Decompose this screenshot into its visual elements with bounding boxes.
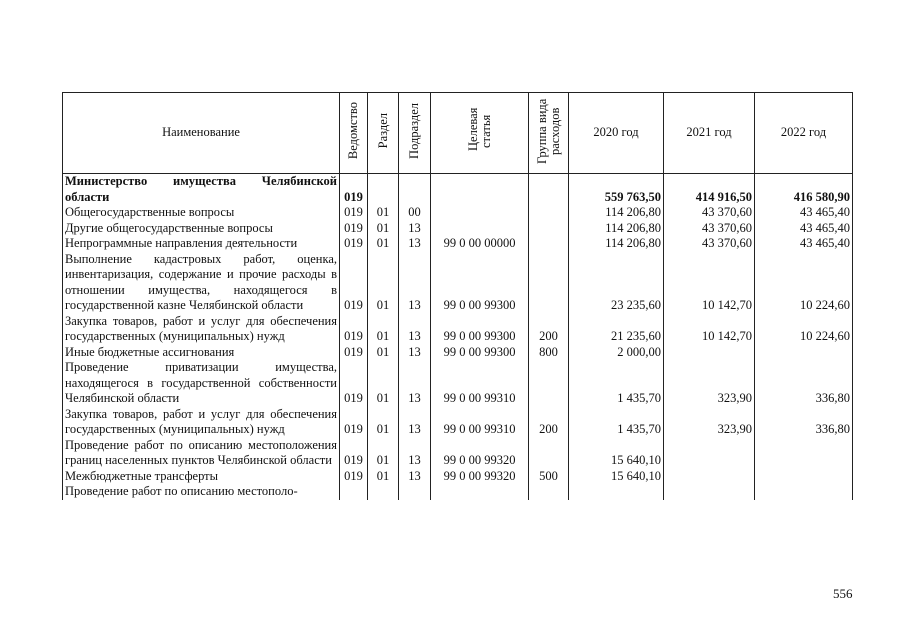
cell-2021: 323,90 <box>664 360 755 407</box>
cell-podrazdel: 13 <box>399 236 431 252</box>
cell-2022: 10 224,60 <box>755 252 853 314</box>
cell-podrazdel: 13 <box>399 438 431 469</box>
table-row <box>63 236 853 252</box>
cell-name: Выполнение кадастровых работ, оценка, инвентаризация, содержание и прочие расходы в отношении имущества, находящегося в государственной казне Челябинской области <box>63 252 340 314</box>
cell-podrazdel: 00 <box>399 205 431 221</box>
header-2022: 2022 год <box>755 93 853 174</box>
cell-razdel: 01 <box>368 345 399 361</box>
cell-celevaya-statya: 99 0 00 99300 <box>431 252 529 314</box>
cell-vedomstvo: 019 <box>340 252 368 314</box>
cell-podrazdel: 13 <box>399 345 431 361</box>
cell-2020 <box>569 484 664 500</box>
cell-celevaya-statya <box>431 221 529 237</box>
cell-razdel: 01 <box>368 469 399 485</box>
cell-celevaya-statya: 99 0 00 99320 <box>431 469 529 485</box>
cell-celevaya-statya: 99 0 00 99310 <box>431 407 529 438</box>
cell-vid-rashodov: 200 <box>529 314 569 345</box>
cell-2020: 1 435,70 <box>569 360 664 407</box>
budget-table <box>62 92 853 500</box>
cell-name: Общегосударственные вопросы <box>63 205 340 221</box>
table-row <box>63 484 853 500</box>
cell-razdel: 01 <box>368 438 399 469</box>
table-row <box>63 407 853 438</box>
cell-celevaya-statya <box>431 484 529 500</box>
cell-2021: 323,90 <box>664 407 755 438</box>
cell-2021: 43 370,60 <box>664 236 755 252</box>
cell-vid-rashodov <box>529 360 569 407</box>
cell-name: Закупка товаров, работ и услуг для обеспечения государственных (муниципальных) нужд <box>63 314 340 345</box>
cell-vedomstvo: 019 <box>340 314 368 345</box>
table-row <box>63 174 853 206</box>
cell-2020: 2 000,00 <box>569 345 664 361</box>
cell-2021 <box>664 469 755 485</box>
cell-2020: 21 235,60 <box>569 314 664 345</box>
cell-vedomstvo: 019 <box>340 345 368 361</box>
cell-vid-rashodov: 200 <box>529 407 569 438</box>
table-row <box>63 252 853 314</box>
cell-2022: 43 465,40 <box>755 205 853 221</box>
table-row <box>63 469 853 485</box>
header-gruppa-vida-rashodov: Группа вида расходов <box>529 93 569 174</box>
cell-podrazdel <box>399 484 431 500</box>
cell-vedomstvo: 019 <box>340 174 368 206</box>
cell-2022: 43 465,40 <box>755 221 853 237</box>
cell-2021: 10 142,70 <box>664 252 755 314</box>
cell-2021: 414 916,50 <box>664 174 755 206</box>
cell-vid-rashodov: 800 <box>529 345 569 361</box>
header-name: Наименование <box>63 93 340 174</box>
cell-podrazdel: 13 <box>399 252 431 314</box>
header-2021: 2021 год <box>664 93 755 174</box>
cell-2020: 559 763,50 <box>569 174 664 206</box>
cell-2020: 114 206,80 <box>569 205 664 221</box>
cell-podrazdel: 13 <box>399 221 431 237</box>
table-row <box>63 221 853 237</box>
cell-2022: 336,80 <box>755 360 853 407</box>
header-vedomstvo: Ведомство <box>340 93 368 174</box>
cell-vedomstvo: 019 <box>340 360 368 407</box>
cell-celevaya-statya: 99 0 00 99300 <box>431 345 529 361</box>
cell-name: Министерство имущества Челябинской области <box>63 174 340 206</box>
cell-2020: 15 640,10 <box>569 469 664 485</box>
cell-celevaya-statya: 99 0 00 99320 <box>431 438 529 469</box>
table-row <box>63 314 853 345</box>
page-number: 556 <box>833 586 853 601</box>
cell-celevaya-statya: 99 0 00 99300 <box>431 314 529 345</box>
table-row <box>63 345 853 361</box>
cell-vid-rashodov <box>529 205 569 221</box>
cell-2020: 1 435,70 <box>569 407 664 438</box>
cell-celevaya-statya: 99 0 00 00000 <box>431 236 529 252</box>
cell-vedomstvo: 019 <box>340 205 368 221</box>
cell-razdel: 01 <box>368 236 399 252</box>
table-row <box>63 205 853 221</box>
cell-celevaya-statya <box>431 205 529 221</box>
header-celevaya-statya: Целевая статья <box>431 93 529 174</box>
table-row <box>63 438 853 469</box>
cell-2021 <box>664 484 755 500</box>
cell-vid-rashodov <box>529 484 569 500</box>
cell-2021 <box>664 438 755 469</box>
cell-name: Межбюджетные трансферты <box>63 469 340 485</box>
cell-name: Иные бюджетные ассигнования <box>63 345 340 361</box>
cell-vid-rashodov <box>529 174 569 206</box>
cell-razdel: 01 <box>368 360 399 407</box>
cell-2022: 416 580,90 <box>755 174 853 206</box>
cell-vid-rashodov: 500 <box>529 469 569 485</box>
header-razdel: Раздел <box>368 93 399 174</box>
cell-podrazdel: 13 <box>399 407 431 438</box>
cell-podrazdel: 13 <box>399 469 431 485</box>
cell-2021 <box>664 345 755 361</box>
cell-razdel <box>368 484 399 500</box>
cell-2021: 10 142,70 <box>664 314 755 345</box>
cell-vedomstvo: 019 <box>340 438 368 469</box>
cell-2020: 23 235,60 <box>569 252 664 314</box>
cell-razdel <box>368 174 399 206</box>
cell-podrazdel <box>399 174 431 206</box>
cell-razdel: 01 <box>368 252 399 314</box>
cell-vedomstvo: 019 <box>340 221 368 237</box>
cell-2022: 336,80 <box>755 407 853 438</box>
cell-name: Другие общегосударственные вопросы <box>63 221 340 237</box>
table-body <box>63 174 853 500</box>
cell-podrazdel: 13 <box>399 360 431 407</box>
cell-2021: 43 370,60 <box>664 205 755 221</box>
cell-razdel: 01 <box>368 221 399 237</box>
cell-razdel: 01 <box>368 314 399 345</box>
cell-2020: 114 206,80 <box>569 236 664 252</box>
cell-name: Закупка товаров, работ и услуг для обеспечения государственных (муниципальных) нужд <box>63 407 340 438</box>
cell-vedomstvo: 019 <box>340 236 368 252</box>
cell-vedomstvo: 019 <box>340 469 368 485</box>
cell-name: Проведение работ по описанию местополо- <box>63 484 340 500</box>
cell-razdel: 01 <box>368 407 399 438</box>
cell-vedomstvo <box>340 484 368 500</box>
cell-2022 <box>755 438 853 469</box>
cell-name: Проведение работ по описанию местоположения границ населенных пунктов Челябинской области <box>63 438 340 469</box>
cell-vid-rashodov <box>529 236 569 252</box>
cell-2020: 114 206,80 <box>569 221 664 237</box>
cell-celevaya-statya <box>431 174 529 206</box>
cell-2022 <box>755 345 853 361</box>
cell-vid-rashodov <box>529 221 569 237</box>
cell-celevaya-statya: 99 0 00 99310 <box>431 360 529 407</box>
header-podrazdel: Подраздел <box>399 93 431 174</box>
cell-razdel: 01 <box>368 205 399 221</box>
cell-2022: 43 465,40 <box>755 236 853 252</box>
cell-2022: 10 224,60 <box>755 314 853 345</box>
cell-2022 <box>755 484 853 500</box>
table-row <box>63 360 853 407</box>
cell-vid-rashodov <box>529 252 569 314</box>
cell-2020: 15 640,10 <box>569 438 664 469</box>
cell-2022 <box>755 469 853 485</box>
header-2020: 2020 год <box>569 93 664 174</box>
cell-vid-rashodov <box>529 438 569 469</box>
table-header-row <box>63 93 853 174</box>
cell-vedomstvo: 019 <box>340 407 368 438</box>
cell-name: Проведение приватизации имущества, находящегося в государственной собственности Челябинской области <box>63 360 340 407</box>
cell-name: Непрограммные направления деятельности <box>63 236 340 252</box>
cell-2021: 43 370,60 <box>664 221 755 237</box>
cell-podrazdel: 13 <box>399 314 431 345</box>
